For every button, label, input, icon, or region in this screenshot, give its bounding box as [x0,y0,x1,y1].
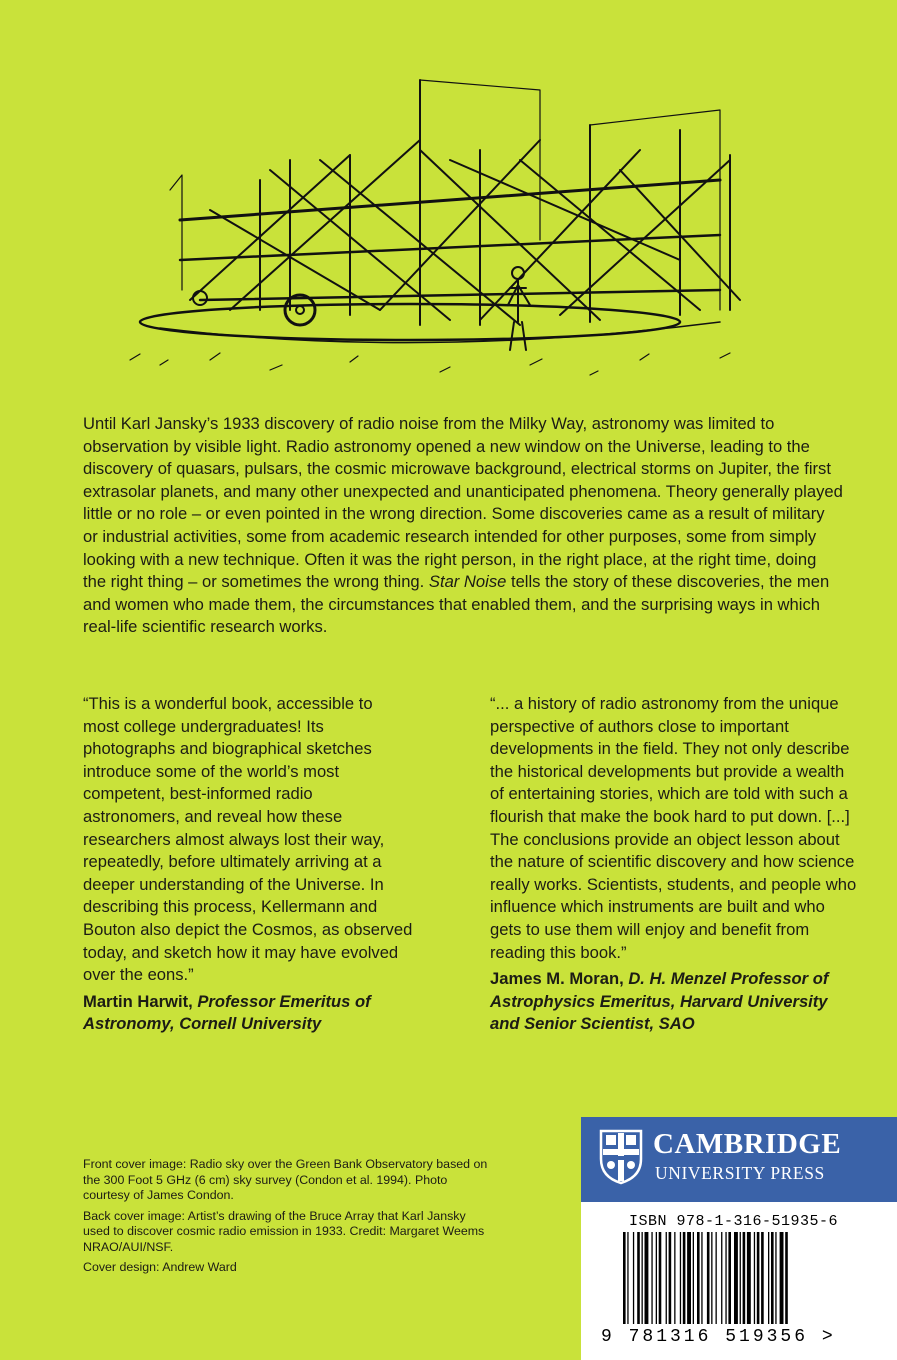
review-moran [490,693,860,1036]
reviewer-title: Professor Emeritus of Astronomy, Cornell University [83,991,371,1034]
isbn-label: ISBN 978-1-316-51935-6 [629,1213,839,1230]
cambridge-crest-icon [599,1129,643,1185]
review-quote: “This is a wonderful book, accessible to most college undergraduates! Its photographs and biographical sketches introduce some of the world’s most competent, best-informed radio astronomers, and reveal how these researchers almost always lost their way, repeatedly, before ultimately arriving at a deeper understanding of the Universe. In describing this process, Kellermann and Bouton also depict the Cosmos, as observed today, and sketch how it may have evolved over the eons.” [83,694,413,985]
description-text-1: Until Karl Jansky’s 1933 discovery of radio noise from the Milky Way, astronomy was limited to observation by visible light. Radio astronomy opened a new window on the Universe, leading to the discovery of quasars, pulsars, the cosmic microwave background, electrical storms on Jupiter, the first extrasolar planets, and many other unexpected and unanticipated phenomena. Theory generally played little or no role – or even pointed in the wrong direction. Some discoveries came as a result of military or industrial activities, some from academic research intended for other purposes, some from simply looking with a new technique. Often it was the right person, in the right place, at the right time, doing the right thing – or sometimes the wrong thing. [83,414,843,592]
cover-credits [83,1157,493,1281]
barcode-panel [581,1202,897,1360]
cover-design-credit: Cover design: Andrew Ward [83,1260,237,1274]
bruce-array-illustration [120,60,760,390]
publisher-logo [581,1117,897,1202]
bruce-array-drawing-icon [120,60,760,390]
review-attribution [490,968,860,1036]
reviewer-name: James M. Moran, [490,969,629,989]
description-text-2: tells the story of these discoveries, the men and women who made them, the circumstances that enabled them, and the surprising ways in which real-life scientific research works. [83,572,830,637]
review-harwit [83,693,413,1036]
book-description [83,413,843,639]
isbn-digits: 9 781316 519356 > [601,1327,836,1347]
publisher-name: CAMBRIDGE [653,1128,842,1160]
reviewer-title: D. H. Menzel Professor of Astrophysics Emeritus, Harvard University and Senior Scientist, SAO [490,969,829,1034]
review-attribution [83,991,413,1036]
book-title: Star Noise [428,572,507,592]
back-cover-credit: Back cover image: Artist’s drawing of the Bruce Array that Karl Jansky used to discover cosmic radio emission in 1933. Credit: Margaret Weems NRAO/AUI/NSF. [83,1208,485,1254]
barcode-icon [621,1232,851,1324]
reviewer-name: Martin Harwit, [83,991,198,1011]
review-quote: “... a history of radio astronomy from the unique perspective of authors close to important developments in the field. They not only describe the historical developments but provide a wealth of entertaining stories, which are told with such a flourish that make the book hard to put down. [...] The conclusions provide an object lesson about the nature of scientific discovery and how science really works. Scientists, students, and people who influence which instruments are built and who gets to use them will enjoy and benefit from reading this book.” [490,694,857,962]
publisher-subtitle: UNIVERSITY PRESS [655,1163,825,1183]
front-cover-credit: Front cover image: Radio sky over the Green Bank Observatory based on the 300 Foot 5 GHz (6 cm) sky survey (Condon et al. 1994). Photo courtesy of James Condon. [83,1157,488,1202]
